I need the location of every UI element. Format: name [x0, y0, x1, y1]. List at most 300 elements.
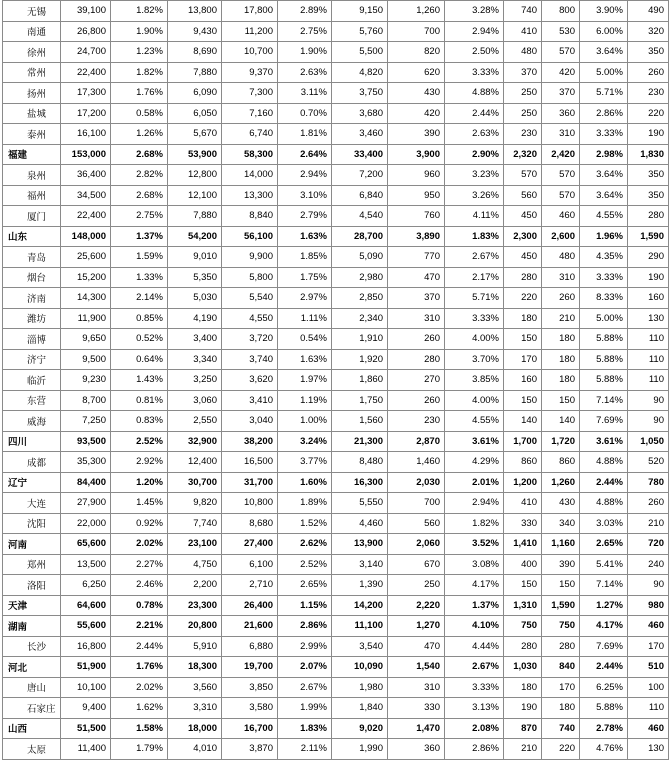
value-cell: 1,920: [332, 349, 388, 370]
value-cell: 1.58%: [111, 718, 168, 739]
value-cell: 11,900: [61, 308, 111, 329]
value-cell: 2.02%: [111, 677, 168, 698]
province-row: [3, 718, 669, 739]
value-cell: 1.15%: [278, 595, 332, 616]
province-name-cell: 四川: [3, 431, 61, 452]
city-row: [3, 698, 669, 719]
value-cell: 3.24%: [278, 431, 332, 452]
value-cell: 180: [542, 370, 580, 391]
value-cell: 570: [542, 42, 580, 63]
value-cell: 480: [542, 247, 580, 268]
value-cell: 3.85%: [445, 370, 504, 391]
value-cell: 0.58%: [111, 103, 168, 124]
value-cell: 9,370: [222, 62, 278, 83]
value-cell: 2.92%: [111, 452, 168, 473]
city-row: [3, 247, 669, 268]
province-name-cell: 山西: [3, 718, 61, 739]
value-cell: 4.17%: [445, 575, 504, 596]
value-cell: 10,700: [222, 42, 278, 63]
value-cell: 220: [542, 739, 580, 760]
value-cell: 390: [388, 124, 445, 145]
value-cell: 100: [628, 677, 669, 698]
value-cell: 8,680: [222, 513, 278, 534]
value-cell: 520: [628, 452, 669, 473]
value-cell: 3.52%: [445, 534, 504, 555]
value-cell: 18,000: [168, 718, 222, 739]
value-cell: 2.75%: [278, 21, 332, 42]
value-cell: 3,850: [222, 677, 278, 698]
value-cell: 150: [504, 390, 542, 411]
value-cell: 1,860: [332, 370, 388, 391]
value-cell: 420: [542, 62, 580, 83]
value-cell: 6,840: [332, 185, 388, 206]
city-name-cell: 南通: [3, 21, 61, 42]
value-cell: 4,190: [168, 308, 222, 329]
value-cell: 9,430: [168, 21, 222, 42]
value-cell: 1.82%: [111, 62, 168, 83]
value-cell: 3,460: [332, 124, 388, 145]
value-cell: 38,200: [222, 431, 278, 452]
city-name-cell: 淄博: [3, 329, 61, 350]
value-cell: 140: [542, 411, 580, 432]
value-cell: 3.03%: [580, 513, 628, 534]
value-cell: 570: [542, 165, 580, 186]
province-name-cell: 河北: [3, 657, 61, 678]
value-cell: 6.25%: [580, 677, 628, 698]
value-cell: 17,300: [61, 83, 111, 104]
value-cell: 1.85%: [278, 247, 332, 268]
value-cell: 8.33%: [580, 288, 628, 309]
value-cell: 4.76%: [580, 739, 628, 760]
value-cell: 740: [542, 718, 580, 739]
value-cell: 2.63%: [278, 62, 332, 83]
value-cell: 260: [628, 493, 669, 514]
value-cell: 2.64%: [278, 144, 332, 165]
value-cell: 190: [504, 698, 542, 719]
value-cell: 3.23%: [445, 165, 504, 186]
city-row: [3, 42, 669, 63]
value-cell: 2.67%: [445, 247, 504, 268]
value-cell: 5,670: [168, 124, 222, 145]
value-cell: 280: [542, 636, 580, 657]
value-cell: 180: [542, 698, 580, 719]
value-cell: 28,700: [332, 226, 388, 247]
value-cell: 3,740: [222, 349, 278, 370]
value-cell: 21,600: [222, 616, 278, 637]
value-cell: 6,100: [222, 554, 278, 575]
value-cell: 1.81%: [278, 124, 332, 145]
value-cell: 6.00%: [580, 21, 628, 42]
value-cell: 17,800: [222, 1, 278, 22]
value-cell: 350: [628, 165, 669, 186]
value-cell: 7,200: [332, 165, 388, 186]
value-cell: 3,140: [332, 554, 388, 575]
value-cell: 1,470: [388, 718, 445, 739]
province-name-cell: 山东: [3, 226, 61, 247]
province-row: [3, 431, 669, 452]
city-name-cell: 太原: [3, 739, 61, 760]
table-body: [3, 1, 669, 760]
value-cell: 3,680: [332, 103, 388, 124]
value-cell: 5,500: [332, 42, 388, 63]
value-cell: 3.61%: [580, 431, 628, 452]
value-cell: 33,400: [332, 144, 388, 165]
value-cell: 9,010: [168, 247, 222, 268]
value-cell: 280: [504, 636, 542, 657]
value-cell: 1,050: [628, 431, 669, 452]
value-cell: 800: [542, 1, 580, 22]
value-cell: 570: [504, 165, 542, 186]
value-cell: 12,800: [168, 165, 222, 186]
value-cell: 0.54%: [278, 329, 332, 350]
value-cell: 2.65%: [278, 575, 332, 596]
value-cell: 350: [628, 42, 669, 63]
city-row: [3, 267, 669, 288]
value-cell: 130: [628, 739, 669, 760]
value-cell: 3,540: [332, 636, 388, 657]
value-cell: 1.11%: [278, 308, 332, 329]
value-cell: 10,800: [222, 493, 278, 514]
value-cell: 10,100: [61, 677, 111, 698]
value-cell: 14,000: [222, 165, 278, 186]
value-cell: 3,750: [332, 83, 388, 104]
value-cell: 860: [504, 452, 542, 473]
value-cell: 360: [542, 103, 580, 124]
value-cell: 1,750: [332, 390, 388, 411]
value-cell: 1,260: [388, 1, 445, 22]
value-cell: 460: [628, 718, 669, 739]
value-cell: 1.82%: [445, 513, 504, 534]
value-cell: 2.94%: [278, 165, 332, 186]
value-cell: 2.44%: [580, 472, 628, 493]
city-name-cell: 潍坊: [3, 308, 61, 329]
city-row: [3, 288, 669, 309]
value-cell: 390: [542, 554, 580, 575]
city-row: [3, 165, 669, 186]
value-cell: 3,620: [222, 370, 278, 391]
city-row: [3, 411, 669, 432]
value-cell: 460: [628, 616, 669, 637]
value-cell: 280: [504, 267, 542, 288]
province-row: [3, 595, 669, 616]
city-row: [3, 308, 669, 329]
value-cell: 3.33%: [445, 308, 504, 329]
value-cell: 65,600: [61, 534, 111, 555]
value-cell: 7,880: [168, 62, 222, 83]
value-cell: 8,690: [168, 42, 222, 63]
value-cell: 220: [628, 103, 669, 124]
value-cell: 90: [628, 411, 669, 432]
value-cell: 53,900: [168, 144, 222, 165]
value-cell: 9,020: [332, 718, 388, 739]
value-cell: 9,230: [61, 370, 111, 391]
city-row: [3, 103, 669, 124]
value-cell: 1.76%: [111, 83, 168, 104]
value-cell: 180: [504, 308, 542, 329]
value-cell: 260: [388, 390, 445, 411]
value-cell: 7,880: [168, 206, 222, 227]
value-cell: 110: [628, 329, 669, 350]
value-cell: 470: [388, 267, 445, 288]
value-cell: 410: [504, 21, 542, 42]
value-cell: 1,840: [332, 698, 388, 719]
value-cell: 9,820: [168, 493, 222, 514]
value-cell: 5.88%: [580, 698, 628, 719]
value-cell: 8,840: [222, 206, 278, 227]
city-row: [3, 124, 669, 145]
value-cell: 370: [388, 288, 445, 309]
value-cell: 320: [628, 21, 669, 42]
value-cell: 19,700: [222, 657, 278, 678]
value-cell: 16,800: [61, 636, 111, 657]
value-cell: 26,800: [61, 21, 111, 42]
city-row: [3, 206, 669, 227]
value-cell: 110: [628, 349, 669, 370]
value-cell: 1.83%: [278, 718, 332, 739]
value-cell: 270: [388, 370, 445, 391]
value-cell: 2.68%: [111, 144, 168, 165]
value-cell: 340: [542, 513, 580, 534]
value-cell: 3,720: [222, 329, 278, 350]
value-cell: 0.92%: [111, 513, 168, 534]
value-cell: 2.79%: [278, 206, 332, 227]
value-cell: 35,300: [61, 452, 111, 473]
value-cell: 5.88%: [580, 329, 628, 350]
value-cell: 6,050: [168, 103, 222, 124]
value-cell: 2.52%: [278, 554, 332, 575]
value-cell: 3.10%: [278, 185, 332, 206]
value-cell: 230: [628, 83, 669, 104]
value-cell: 760: [388, 206, 445, 227]
value-cell: 51,900: [61, 657, 111, 678]
value-cell: 1,270: [388, 616, 445, 637]
value-cell: 3,250: [168, 370, 222, 391]
value-cell: 16,500: [222, 452, 278, 473]
value-cell: 420: [388, 103, 445, 124]
value-cell: 17,200: [61, 103, 111, 124]
value-cell: 2.98%: [580, 144, 628, 165]
value-cell: 13,300: [222, 185, 278, 206]
value-cell: 4.88%: [580, 493, 628, 514]
value-cell: 1,590: [542, 595, 580, 616]
value-cell: 9,500: [61, 349, 111, 370]
value-cell: 4.17%: [580, 616, 628, 637]
value-cell: 720: [628, 534, 669, 555]
value-cell: 260: [542, 288, 580, 309]
value-cell: 3.08%: [445, 554, 504, 575]
value-cell: 13,900: [332, 534, 388, 555]
value-cell: 2.82%: [111, 165, 168, 186]
value-cell: 4.55%: [580, 206, 628, 227]
value-cell: 3,580: [222, 698, 278, 719]
value-cell: 3.64%: [580, 185, 628, 206]
value-cell: 250: [388, 575, 445, 596]
value-cell: 750: [504, 616, 542, 637]
province-row: [3, 472, 669, 493]
value-cell: 700: [388, 21, 445, 42]
value-cell: 0.78%: [111, 595, 168, 616]
value-cell: 230: [388, 411, 445, 432]
value-cell: 470: [388, 636, 445, 657]
value-cell: 3,900: [388, 144, 445, 165]
city-row: [3, 329, 669, 350]
city-name-cell: 烟台: [3, 267, 61, 288]
value-cell: 3.13%: [445, 698, 504, 719]
value-cell: 1.20%: [111, 472, 168, 493]
province-name-cell: 河南: [3, 534, 61, 555]
value-cell: 3,890: [388, 226, 445, 247]
value-cell: 6,090: [168, 83, 222, 104]
province-row: [3, 144, 669, 165]
value-cell: 3.70%: [445, 349, 504, 370]
value-cell: 1.43%: [111, 370, 168, 391]
province-name-cell: 天津: [3, 595, 61, 616]
value-cell: 3.64%: [580, 165, 628, 186]
value-cell: 2.63%: [445, 124, 504, 145]
value-cell: 20,800: [168, 616, 222, 637]
value-cell: 1.62%: [111, 698, 168, 719]
value-cell: 560: [504, 185, 542, 206]
city-name-cell: 郑州: [3, 554, 61, 575]
value-cell: 1.76%: [111, 657, 168, 678]
value-cell: 1.79%: [111, 739, 168, 760]
city-row: [3, 739, 669, 760]
value-cell: 430: [388, 83, 445, 104]
value-cell: 148,000: [61, 226, 111, 247]
value-cell: 2,300: [504, 226, 542, 247]
value-cell: 3.33%: [580, 267, 628, 288]
value-cell: 55,600: [61, 616, 111, 637]
value-cell: 1.60%: [278, 472, 332, 493]
value-cell: 2,710: [222, 575, 278, 596]
value-cell: 1,540: [388, 657, 445, 678]
value-cell: 180: [542, 349, 580, 370]
value-cell: 160: [628, 288, 669, 309]
value-cell: 2.65%: [580, 534, 628, 555]
value-cell: 5.00%: [580, 308, 628, 329]
city-name-cell: 泉州: [3, 165, 61, 186]
value-cell: 150: [504, 575, 542, 596]
value-cell: 2.14%: [111, 288, 168, 309]
value-cell: 90: [628, 575, 669, 596]
value-cell: 23,300: [168, 595, 222, 616]
value-cell: 7,160: [222, 103, 278, 124]
value-cell: 0.81%: [111, 390, 168, 411]
value-cell: 2.89%: [278, 1, 332, 22]
value-cell: 1.37%: [445, 595, 504, 616]
value-cell: 12,400: [168, 452, 222, 473]
value-cell: 13,800: [168, 1, 222, 22]
value-cell: 2,600: [542, 226, 580, 247]
value-cell: 780: [628, 472, 669, 493]
city-name-cell: 济南: [3, 288, 61, 309]
value-cell: 510: [628, 657, 669, 678]
city-name-cell: 常州: [3, 62, 61, 83]
value-cell: 210: [504, 739, 542, 760]
value-cell: 4.44%: [445, 636, 504, 657]
value-cell: 13,500: [61, 554, 111, 575]
value-cell: 3,410: [222, 390, 278, 411]
value-cell: 24,700: [61, 42, 111, 63]
value-cell: 84,400: [61, 472, 111, 493]
city-name-cell: 济宁: [3, 349, 61, 370]
value-cell: 3,870: [222, 739, 278, 760]
city-name-cell: 临沂: [3, 370, 61, 391]
value-cell: 3.33%: [445, 62, 504, 83]
value-cell: 190: [628, 267, 669, 288]
value-cell: 950: [388, 185, 445, 206]
value-cell: 8,700: [61, 390, 111, 411]
value-cell: 360: [388, 739, 445, 760]
value-cell: 1.63%: [278, 349, 332, 370]
value-cell: 1,720: [542, 431, 580, 452]
value-cell: 150: [542, 575, 580, 596]
value-cell: 5,030: [168, 288, 222, 309]
value-cell: 160: [504, 370, 542, 391]
value-cell: 2.02%: [111, 534, 168, 555]
value-cell: 1,260: [542, 472, 580, 493]
value-cell: 290: [628, 247, 669, 268]
value-cell: 400: [504, 554, 542, 575]
value-cell: 190: [628, 124, 669, 145]
city-name-cell: 成都: [3, 452, 61, 473]
value-cell: 700: [388, 493, 445, 514]
value-cell: 26,400: [222, 595, 278, 616]
value-cell: 3.28%: [445, 1, 504, 22]
value-cell: 5,350: [168, 267, 222, 288]
value-cell: 6,740: [222, 124, 278, 145]
value-cell: 3,560: [168, 677, 222, 698]
value-cell: 1,560: [332, 411, 388, 432]
value-cell: 2.11%: [278, 739, 332, 760]
city-row: [3, 21, 669, 42]
city-row: [3, 636, 669, 657]
city-row: [3, 62, 669, 83]
value-cell: 14,200: [332, 595, 388, 616]
value-cell: 740: [504, 1, 542, 22]
value-cell: 170: [628, 636, 669, 657]
value-cell: 1.97%: [278, 370, 332, 391]
value-cell: 1.27%: [580, 595, 628, 616]
value-cell: 2.68%: [111, 185, 168, 206]
value-cell: 3.11%: [278, 83, 332, 104]
value-cell: 16,700: [222, 718, 278, 739]
value-cell: 450: [504, 206, 542, 227]
value-cell: 370: [504, 62, 542, 83]
value-cell: 250: [504, 103, 542, 124]
value-cell: 310: [388, 677, 445, 698]
value-cell: 4,550: [222, 308, 278, 329]
city-name-cell: 徐州: [3, 42, 61, 63]
city-name-cell: 盐城: [3, 103, 61, 124]
value-cell: 1,990: [332, 739, 388, 760]
value-cell: 0.85%: [111, 308, 168, 329]
value-cell: 1.90%: [278, 42, 332, 63]
value-cell: 14,300: [61, 288, 111, 309]
value-cell: 410: [504, 493, 542, 514]
value-cell: 5,760: [332, 21, 388, 42]
value-cell: 3.33%: [445, 677, 504, 698]
value-cell: 1.90%: [111, 21, 168, 42]
value-cell: 2,060: [388, 534, 445, 555]
value-cell: 840: [542, 657, 580, 678]
value-cell: 7.69%: [580, 636, 628, 657]
value-cell: 1,980: [332, 677, 388, 698]
value-cell: 180: [504, 677, 542, 698]
value-cell: 2.21%: [111, 616, 168, 637]
value-cell: 2.90%: [445, 144, 504, 165]
value-cell: 560: [388, 513, 445, 534]
